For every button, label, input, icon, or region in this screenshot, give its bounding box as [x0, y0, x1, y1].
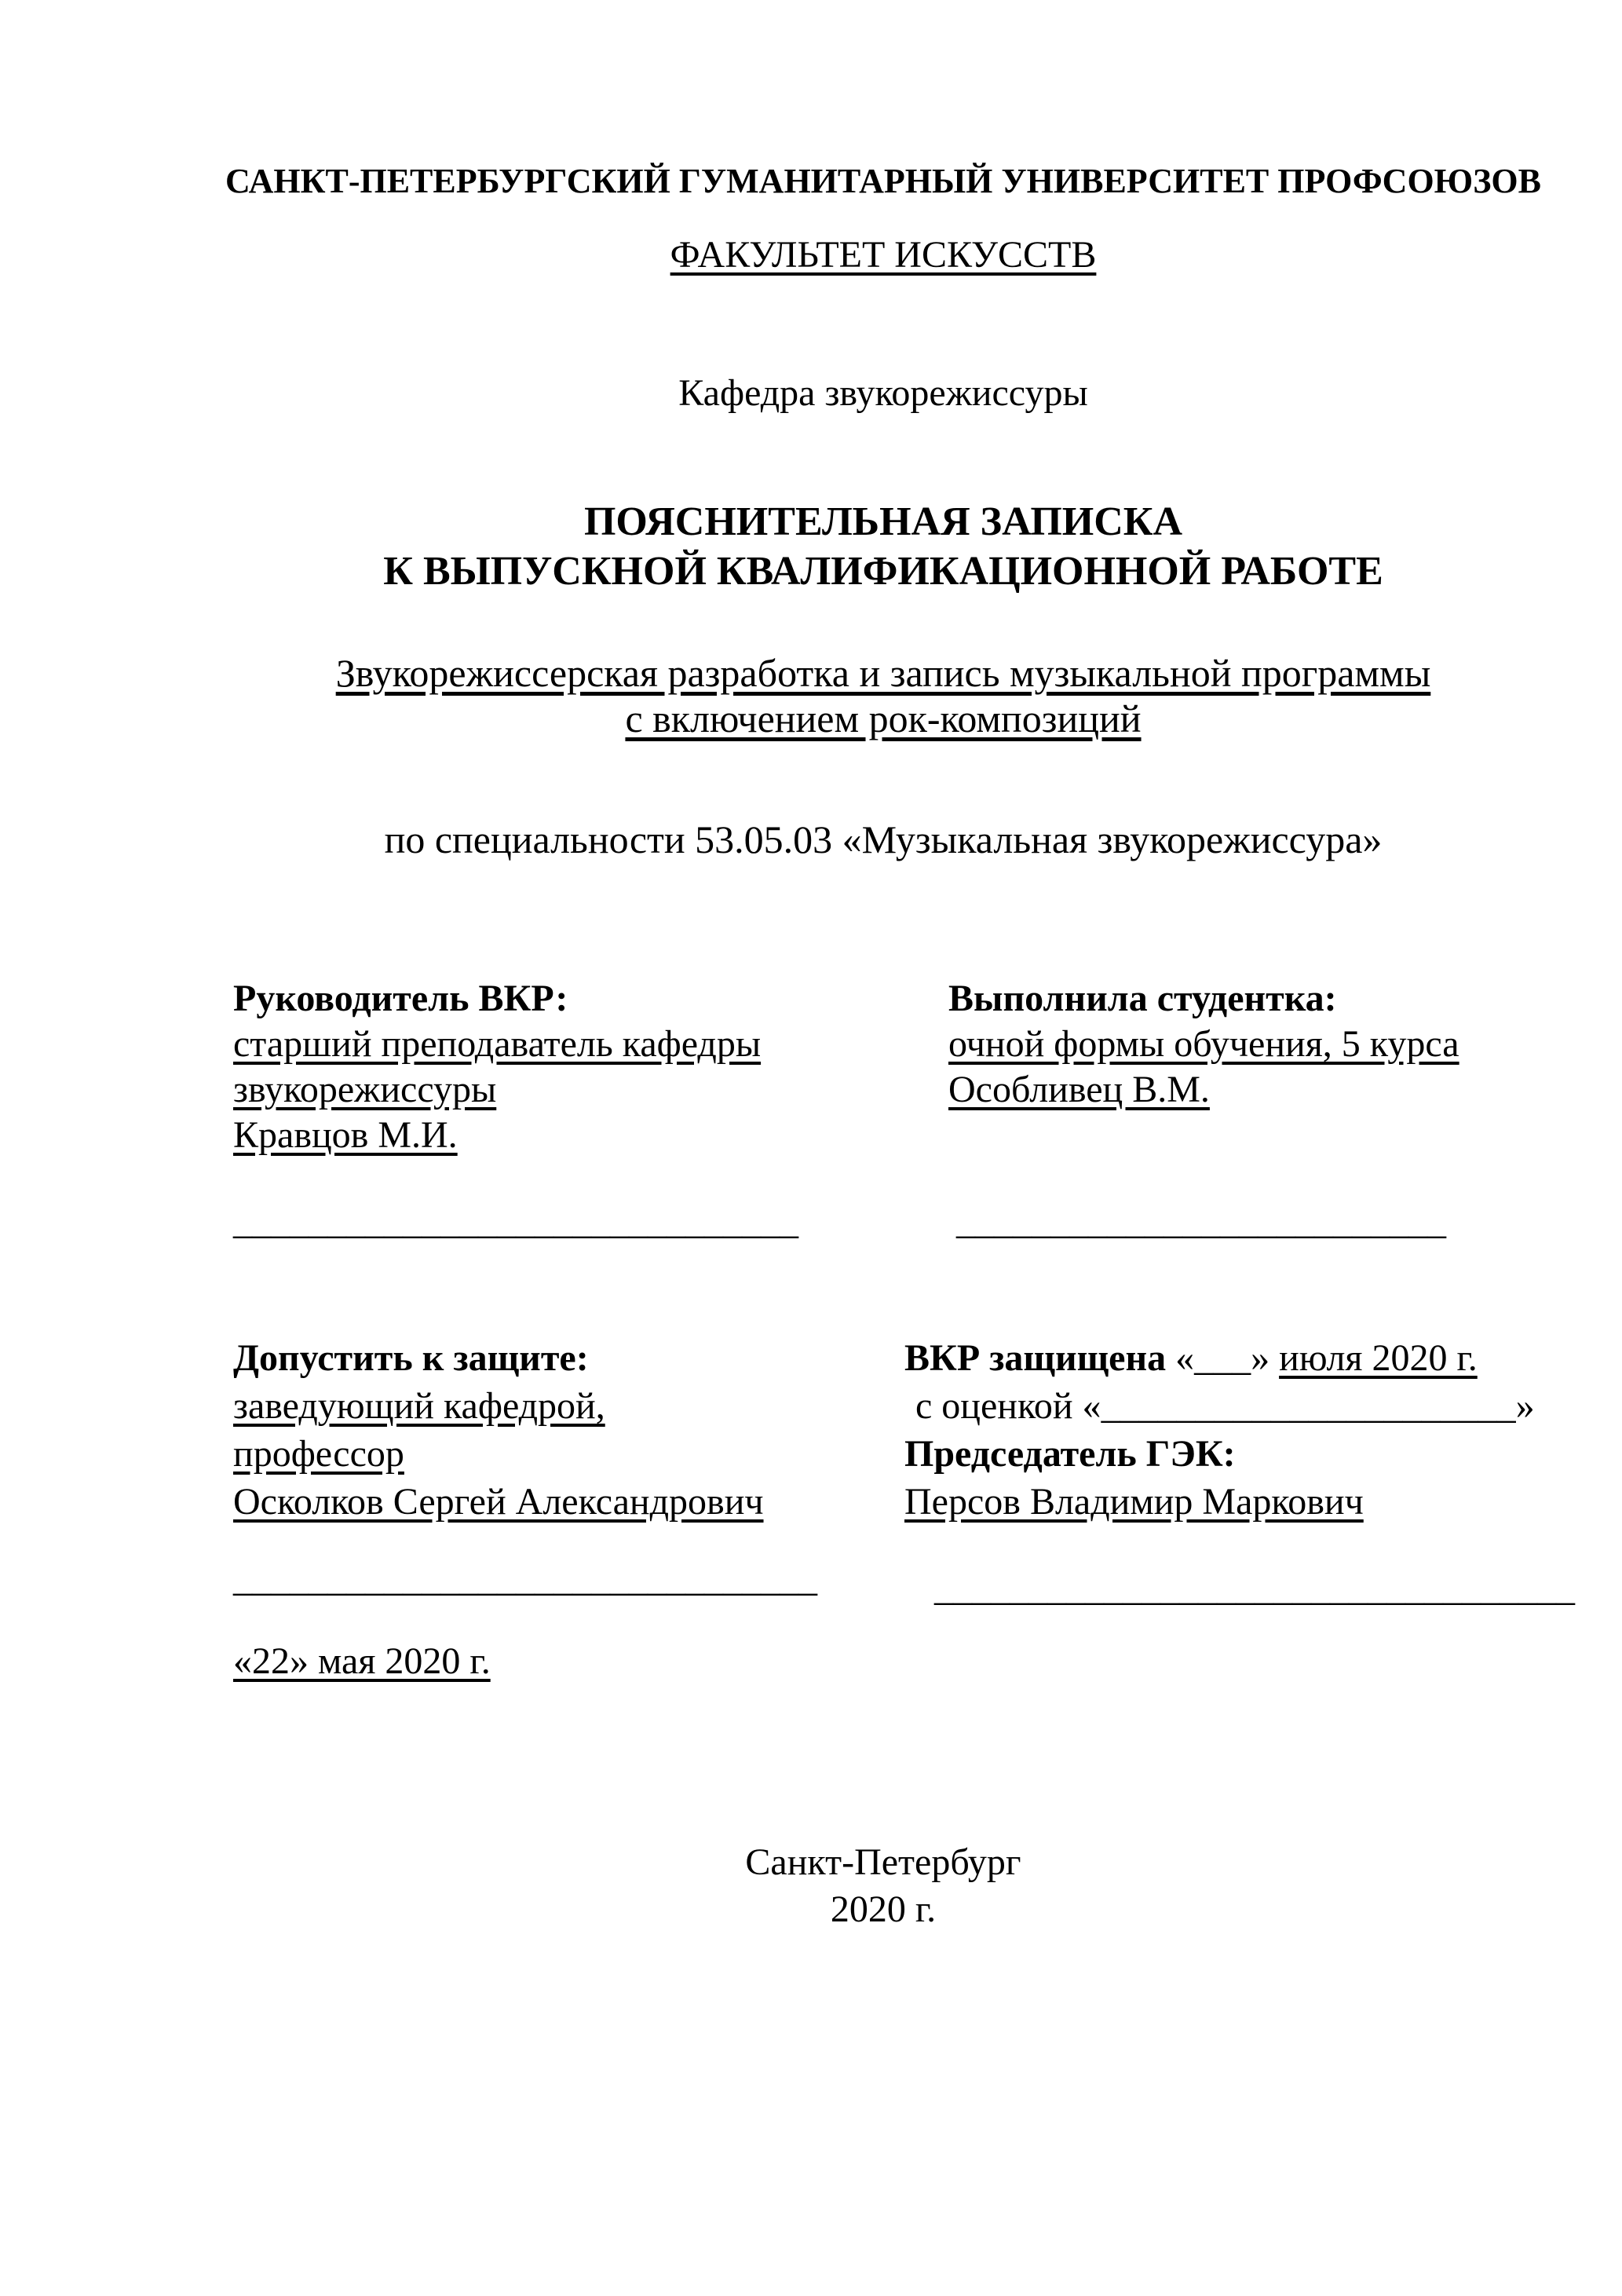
supervisor-block [233, 976, 908, 1158]
admission-date: «22» мая 2020 г. [233, 1640, 491, 1682]
supervisor-name-wrap [233, 1113, 908, 1158]
defense-status-prefix: ВКР защищена [904, 1337, 1167, 1379]
supervisor-signature-line: ______________________________ [233, 1201, 798, 1242]
admission-name-wrap [233, 1478, 908, 1526]
supervisor-position-line1: старший преподаватель кафедры [233, 1023, 762, 1065]
admission-position-line1: заведующий кафедрой, [233, 1385, 605, 1427]
admission-heading: Допустить к защите: [233, 1337, 589, 1379]
student-info-line: очной формы обучения, 5 курса [948, 1023, 1459, 1065]
year-line: 2020 г. [830, 1888, 937, 1930]
student-block [948, 976, 1592, 1113]
student-name-wrap [948, 1067, 1592, 1113]
student-heading: Выполнила студентка: [948, 978, 1337, 1019]
footer [126, 1839, 1622, 1933]
document-title-line1: ПОЯСНИТЕЛЬНАЯ ЗАПИСКА [583, 499, 1183, 544]
supervisor-position-line1-wrap [233, 1022, 908, 1067]
city-name: Санкт-Петербург [745, 1841, 1021, 1883]
faculty-name: ФАКУЛЬТЕТ ИСКУССТВ [670, 234, 1097, 276]
defense-grade-suffix: » [1515, 1385, 1535, 1427]
defense-grade-line [904, 1382, 1611, 1430]
defense-block [904, 1334, 1611, 1526]
gek-chair-heading: Председатель ГЭК: [904, 1433, 1236, 1475]
supervisor-position-line2-wrap [233, 1067, 908, 1113]
admission-signature-line: _______________________________ [233, 1558, 817, 1600]
admission-name: Осколков Сергей Александрович [233, 1481, 764, 1523]
student-name: Особливец В.М. [948, 1069, 1210, 1110]
supervisor-position-line2: звукорежиссуры [233, 1069, 497, 1110]
student-info-wrap [948, 1022, 1592, 1067]
specialty-line: по специальности 53.05.03 «Музыкальная звукорежиссура» [384, 817, 1383, 861]
defense-date-rest: июля 2020 г. [1279, 1337, 1478, 1379]
gek-chair-signature-line: __________________________________ [934, 1567, 1575, 1609]
supervisor-heading: Руководитель ВКР: [233, 978, 568, 1019]
defense-grade-blank: ______________________ [1101, 1385, 1516, 1427]
defense-status-line [904, 1334, 1611, 1382]
faculty-line [126, 233, 1622, 276]
department-name: Кафедра звукорежиссуры [678, 372, 1088, 414]
defense-date-blank: «___» [1175, 1337, 1270, 1379]
admission-position-line1-wrap [233, 1382, 908, 1430]
supervisor-name: Кравцов М.И. [233, 1114, 458, 1156]
admission-position-line2: профессор [233, 1433, 404, 1475]
gek-chair-name: Персов Владимир Маркович [904, 1481, 1364, 1523]
gek-chair-name-wrap [904, 1478, 1611, 1526]
thesis-topic-line2-wrap [126, 696, 1622, 741]
thesis-topic-line1-wrap [126, 650, 1622, 696]
thesis-topic-line1: Звукорежиссерская разработка и запись музыкальной программы [335, 651, 1431, 695]
student-signature-line: __________________________ [956, 1201, 1446, 1242]
defense-grade-prefix: с оценкой « [915, 1385, 1101, 1427]
admission-date-wrap [233, 1640, 491, 1683]
admission-position-line2-wrap [233, 1430, 908, 1478]
thesis-topic [126, 650, 1622, 741]
thesis-topic-line2: с включением рок-композиций [625, 696, 1142, 740]
university-name: САНКТ-ПЕТЕРБУРГСКИЙ ГУМАНИТАРНЫЙ УНИВЕРСИТЕТ ПРОФСОЮЗОВ [225, 162, 1542, 200]
document-title [126, 497, 1622, 596]
document-title-line2: К ВЫПУСКНОЙ КВАЛИФИКАЦИОННОЙ РАБОТЕ [383, 549, 1383, 594]
admission-block [233, 1334, 908, 1526]
